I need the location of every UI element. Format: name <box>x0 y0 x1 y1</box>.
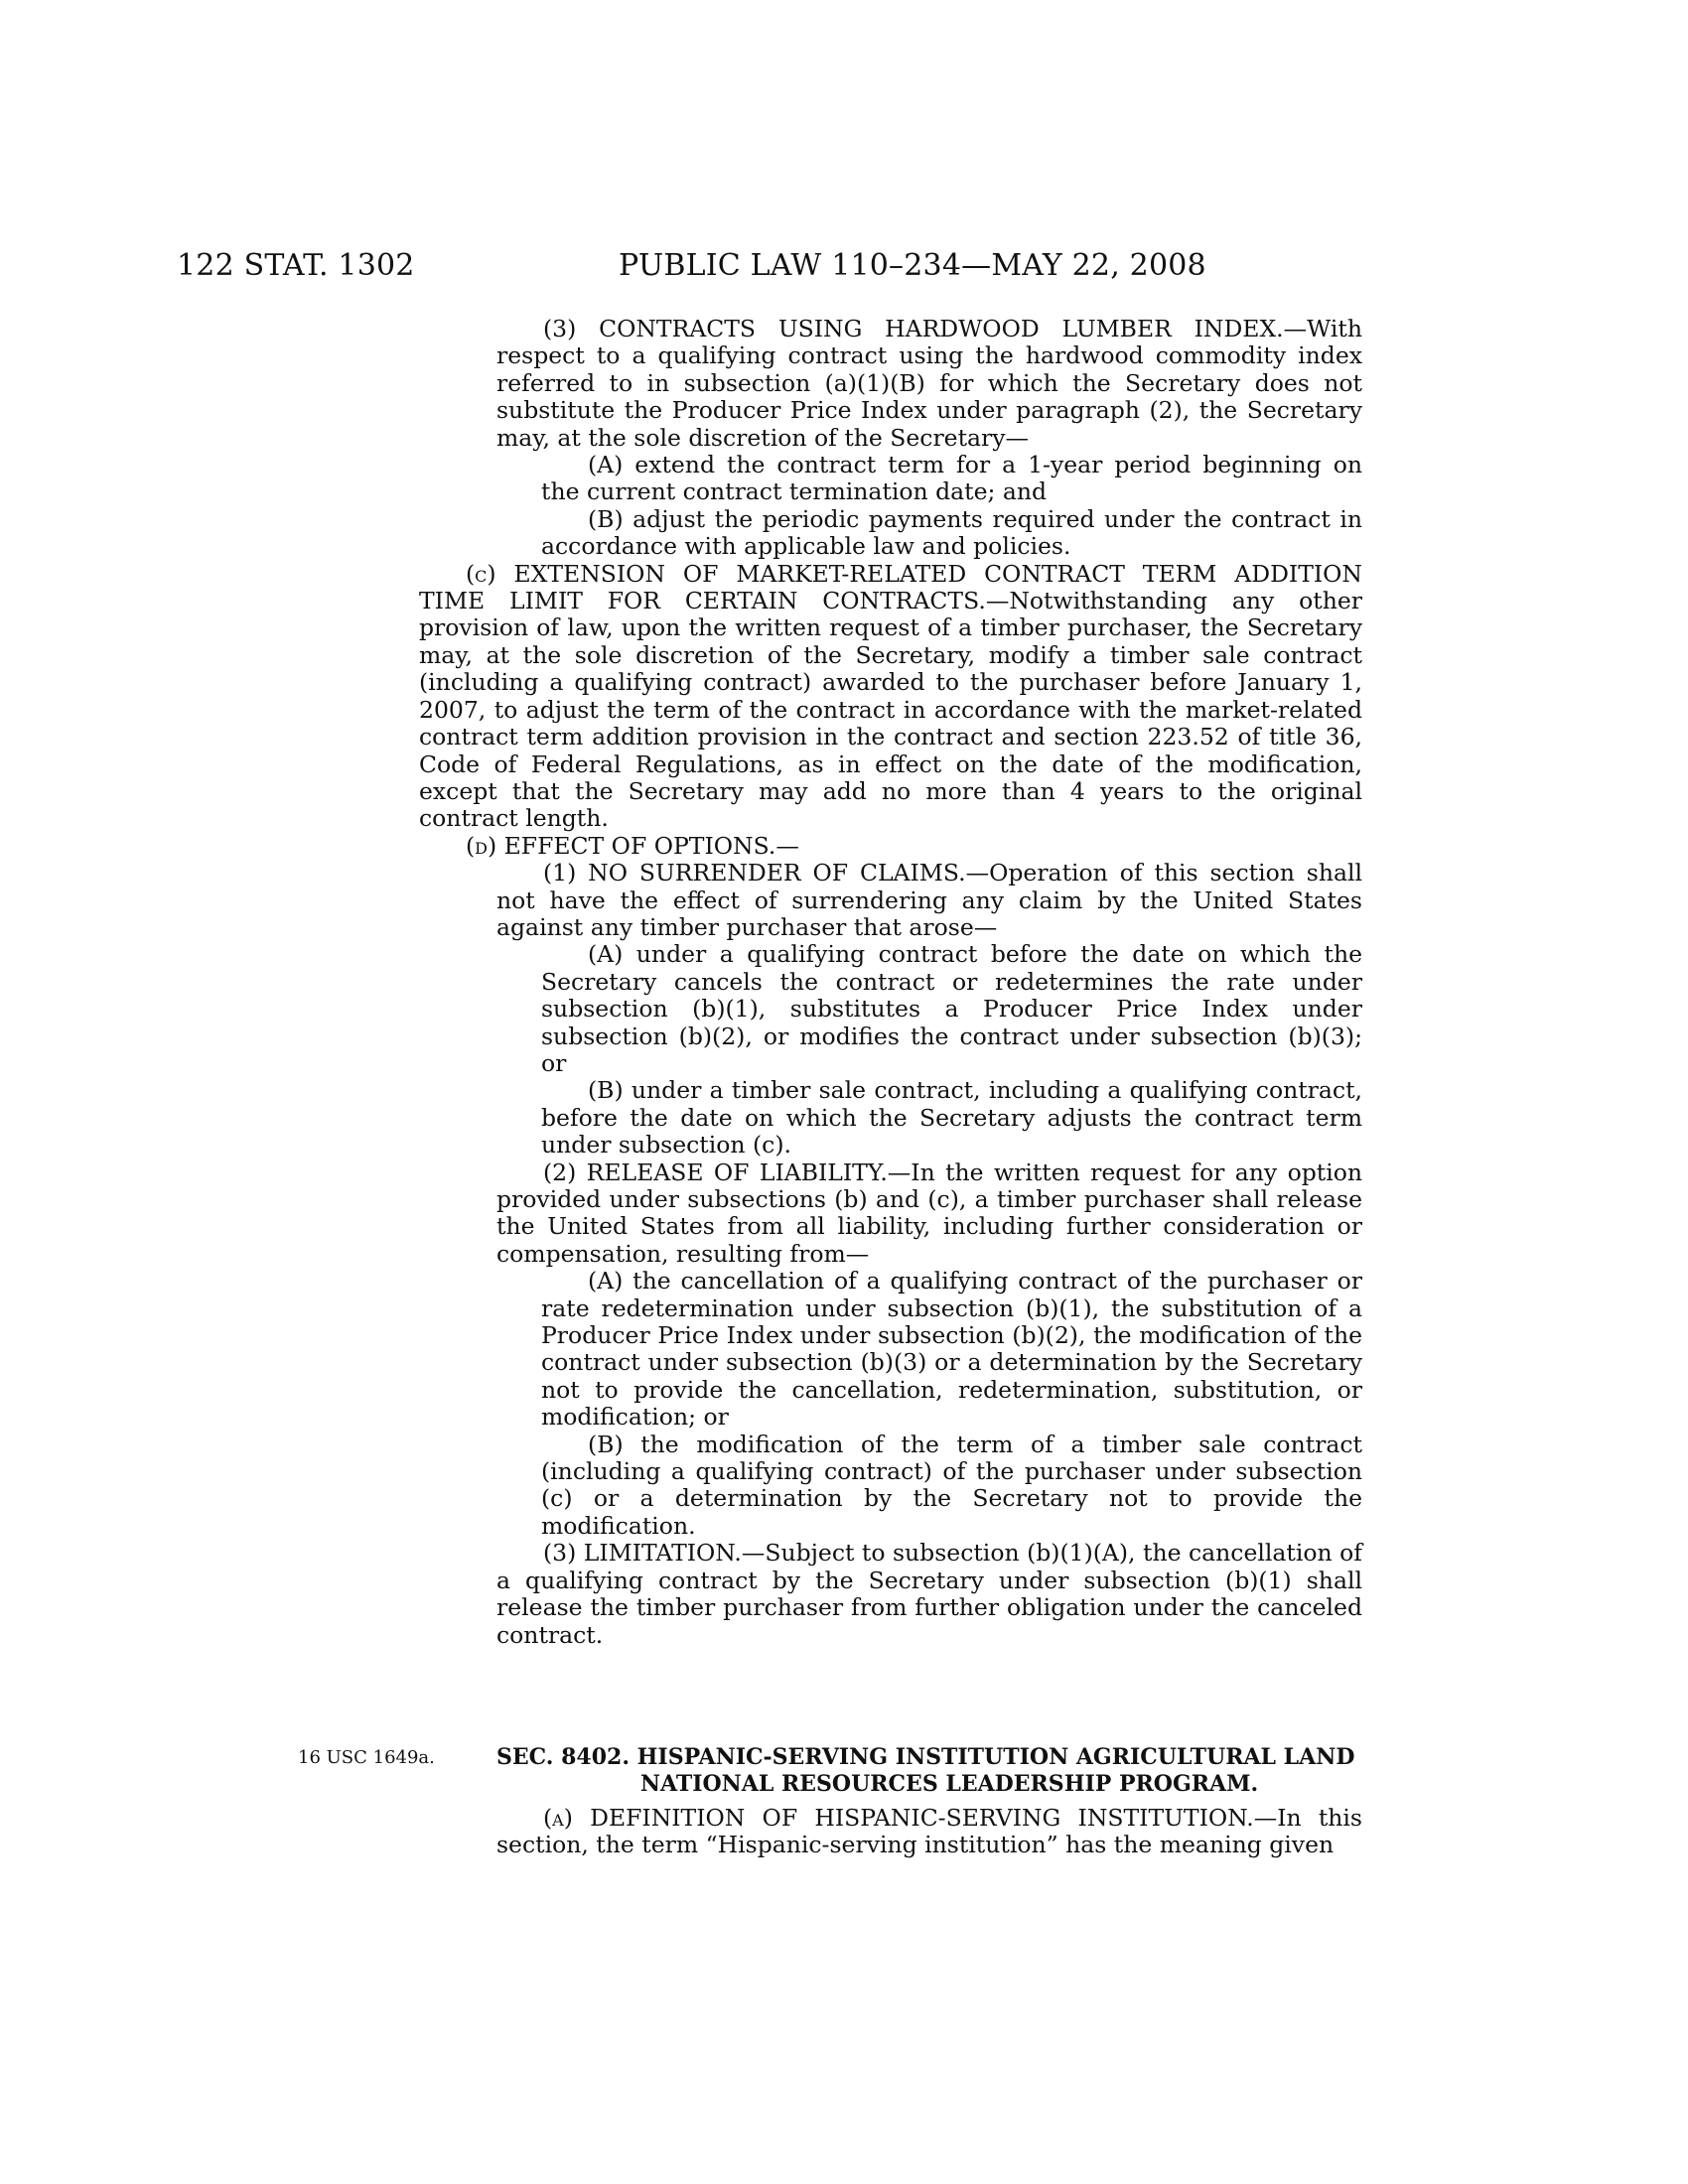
subsection-heading: (a) DEFINITION OF HISPANIC-SERVING INSTITUTION. <box>543 1804 1254 1832</box>
subparagraph-d2-b: (B) the modification of the term of a timber sale contract (including a qualifying contract) of the purchaser under subsection (c) or a determination by the Secretary not to provide the modification. <box>541 1430 1362 1540</box>
paragraph-heading: (3) CONTRACTS USING HARDWOOD LUMBER INDEX. <box>543 315 1284 342</box>
margin-citation: 16 USC 1649a. <box>298 1747 435 1768</box>
subsection-c <box>419 561 1362 833</box>
paragraph-text: —In the written request for any option provided under subsections (b) and (c), a timber purchaser shall release the United States from all liability, including further consideration or compensation, resulting from— <box>496 1158 1363 1268</box>
paragraph-heading: (1) NO SURRENDER OF CLAIMS. <box>543 859 966 887</box>
section-heading-line-2: NATIONAL RESOURCES LEADERSHIP PROGRAM. <box>639 1771 1259 1797</box>
page-stat-citation: 122 STAT. 1302 <box>177 248 415 283</box>
subsection-heading: (d) EFFECT OF OPTIONS.— <box>466 831 799 860</box>
subparagraph-d2-a: (A) the cancellation of a qualifying contract of the purchaser or rate redetermination under subsection (b)(1), the substitution of a Producer Price Index under subsection (b)(2), the modification of the contract under subsection (b)(3) or a determination by the Secretary not to provide the cancellation, redetermination, substitution, or modification; or <box>541 1267 1362 1432</box>
section-body <box>496 1805 1362 1859</box>
subparagraph-b3-a: (A) extend the contract term for a 1-year period beginning on the current contract termination date; and <box>541 451 1362 506</box>
subsection-text: —Notwithstanding any other provision of law, upon the written request of a timber purchaser, the Secretary may, at the sole discretion of the Secretary, modify a timber sale contract (including a qualifying contract) awarded to the purchaser before January 1, 2007, to adjust the term of the contract in accordance with the market-related contract term addition provision in the contract and section 223.52 of title 36, Code of Federal Regulations, as in effect on the date of the modification, except that the Secretary may add no more than 4 years to the original contract length. <box>419 587 1363 833</box>
document-body <box>419 315 1363 1649</box>
subsection-text: —In this section, the term “Hispanic-serving institution” has the meaning given <box>496 1804 1362 1859</box>
paragraph-d2 <box>496 1160 1362 1269</box>
paragraph-d1 <box>496 860 1362 941</box>
section-heading-line-1: SEC. 8402. HISPANIC-SERVING INSTITUTION AGRICULTURAL LAND <box>496 1744 1355 1770</box>
subsection-heading: (c) EXTENSION OF MARKET-RELATED CONTRACT TERM ADDITION TIME LIMIT FOR CERTAIN CONTRACTS. <box>419 559 1362 615</box>
paragraph-heading: (2) RELEASE OF LIABILITY. <box>543 1158 888 1186</box>
paragraph-text: —Operation of this section shall not have the effect of surrendering any claim by the United States against any timber purchaser that arose— <box>496 859 1362 941</box>
section-heading <box>496 1744 1362 1798</box>
paragraph-text: —Subject to subsection (b)(1)(A), the cancellation of a qualifying contract by the Secretary under subsection (b)(1) shall release the timber purchaser from further obligation under the canceled contract. <box>496 1539 1362 1649</box>
subparagraph-b3-b: (B) adjust the periodic payments required under the contract in accordance with applicable law and policies. <box>541 504 1362 561</box>
subsection-d-heading <box>419 833 1362 860</box>
subparagraph-d1-b: (B) under a timber sale contract, including a qualifying contract, before the date on which the Secretary adjusts the contract term under subsection (c). <box>541 1076 1362 1160</box>
subparagraph-d1-a: (A) under a qualifying contract before the date on which the Secretary cancels the contract or redetermines the rate under subsection (b)(1), substitutes a Producer Price Index under subsection (b)(2), or modifies the contract under subsection (b)(3); or <box>541 940 1362 1077</box>
paragraph-b3 <box>496 316 1362 452</box>
paragraph-d3 <box>496 1540 1362 1649</box>
page-running-head: PUBLIC LAW 110–234—MAY 22, 2008 <box>619 248 1206 283</box>
paragraph-heading: (3) LIMITATION. <box>543 1539 742 1568</box>
subsection-a <box>496 1805 1362 1859</box>
paragraph-text: —With respect to a qualifying contract using the hardwood commodity index referred to in subsection (a)(1)(B) for which the Secretary does not substitute the Producer Price Index under paragraph (2), the Secretary may, at the sole discretion of the Secretary— <box>496 315 1362 452</box>
